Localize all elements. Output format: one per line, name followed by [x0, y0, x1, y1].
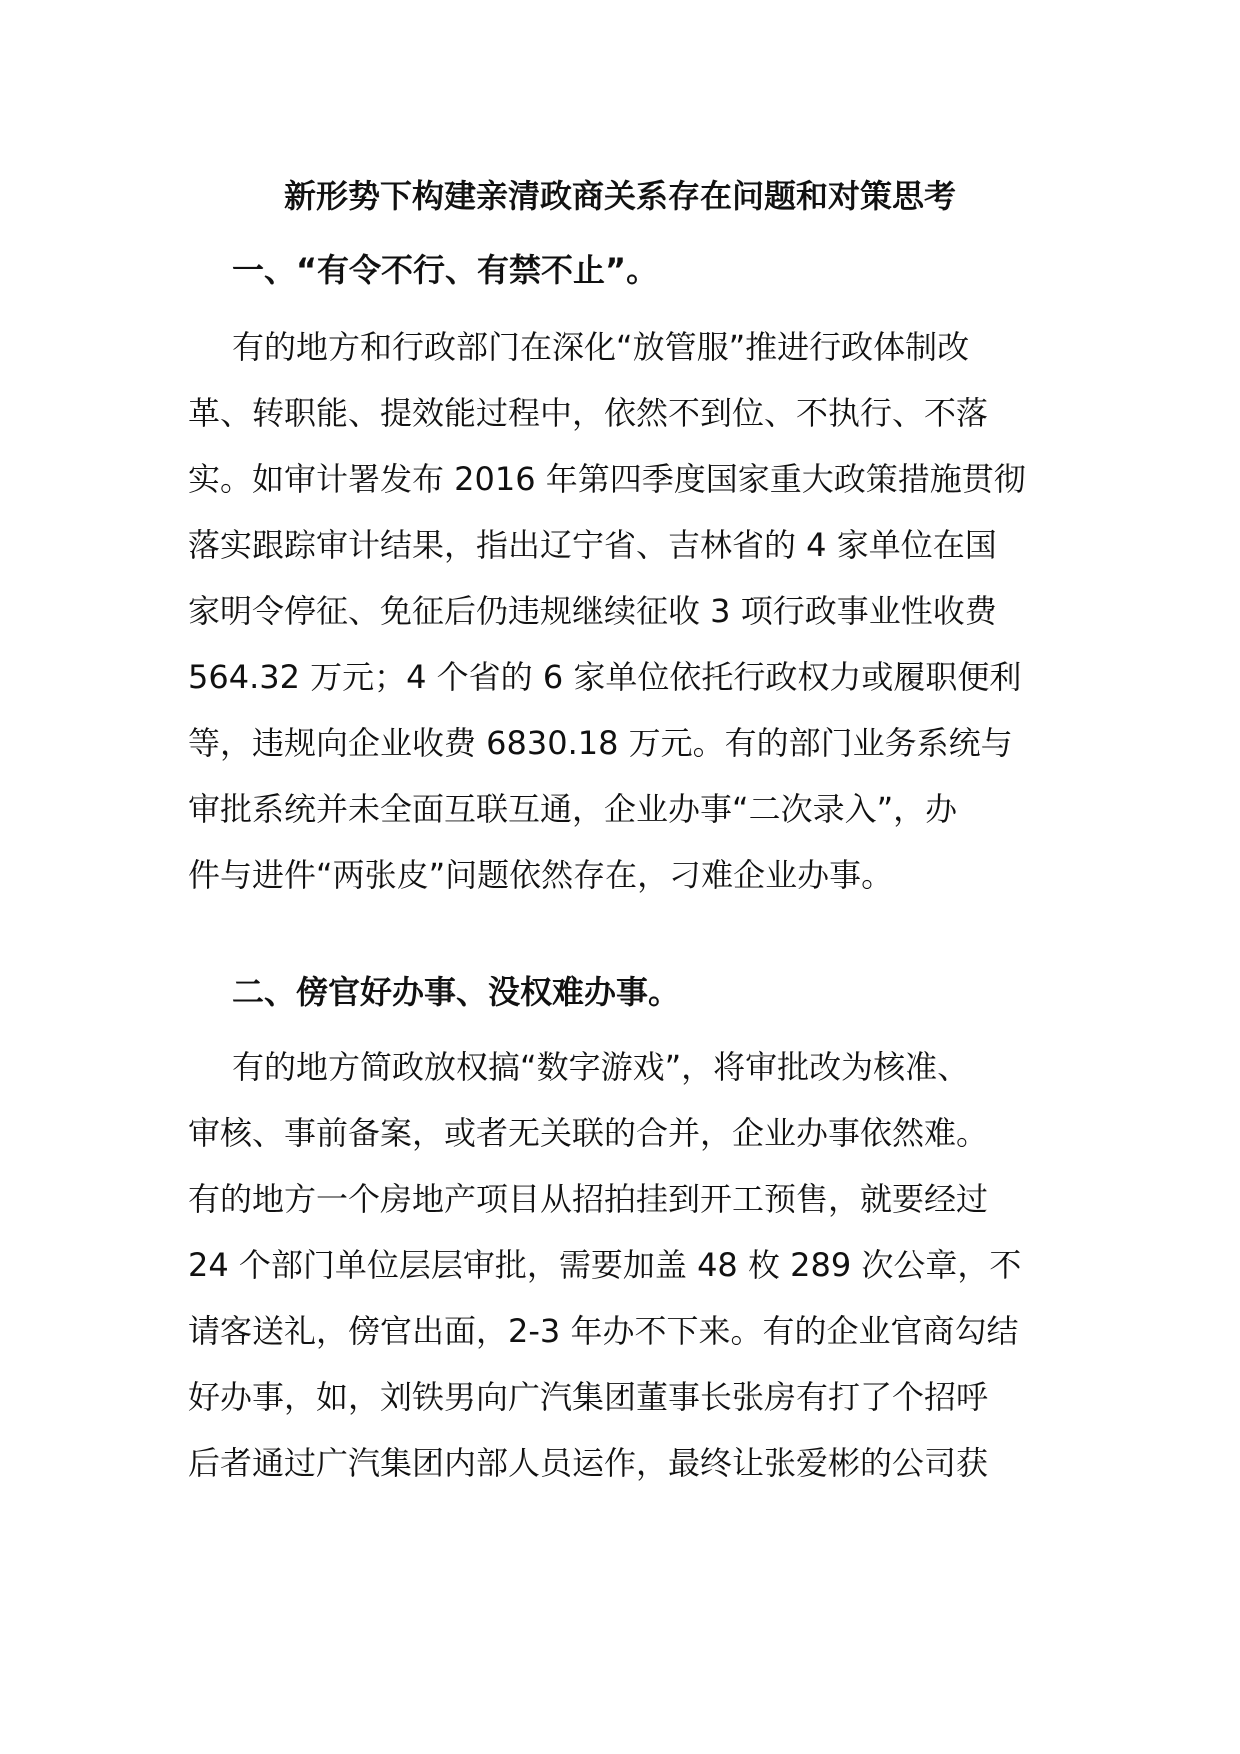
paragraph-line: 有的地方简政放权搞“数字游戏”，将审批改为核准、: [232, 1048, 970, 1086]
paragraph-line: 落实跟踪审计结果，指出辽宁省、吉林省的 4 家单位在国: [188, 526, 997, 564]
paragraph-line: 好办事，如，刘铁男向广汽集团董事长张房有打了个招呼: [188, 1378, 989, 1416]
paragraph-line: 有的地方和行政部门在深化“放管服”推进行政体制改: [232, 328, 970, 366]
section-paragraph-2: [188, 1034, 1068, 1496]
paragraph-line: 24 个部门单位层层审批，需要加盖 48 枚 289 次公章，不: [188, 1246, 1022, 1284]
document-title: 新形势下构建亲清政商关系存在问题和对策思考: [283, 177, 956, 215]
paragraph-line: 实。如审计署发布 2016 年第四季度国家重大政策措施贯彻: [188, 460, 1026, 498]
paragraph-line: 审批系统并未全面互联互通，企业办事“二次录入”，办: [188, 790, 958, 828]
paragraph-line: 请客送礼，傍官出面，2-3 年办不下来。有的企业官商勾结: [188, 1312, 1019, 1350]
paragraph-line: 革、转职能、提效能过程中，依然不到位、不执行、不落: [188, 394, 989, 432]
paragraph-line: 后者通过广汽集团内部人员运作，最终让张爱彬的公司获: [188, 1444, 989, 1482]
paragraph-line: 件与进件“两张皮”问题依然存在，刁难企业办事。: [188, 856, 894, 894]
paragraph-line: 有的地方一个房地产项目从招拍挂到开工预售，就要经过: [188, 1180, 989, 1218]
section-heading-2: 二、傍官好办事、没权难办事。: [232, 973, 681, 1011]
paragraph-line: 家明令停征、免征后仍违规继续征收 3 项行政事业性收费: [188, 592, 997, 630]
paragraph-line: 等，违规向企业收费 6830.18 万元。有的部门业务系统与: [188, 724, 1013, 762]
section-paragraph-1: [188, 314, 1068, 908]
section-heading-1: 一、“有令不行、有禁不止”。: [232, 251, 659, 289]
paragraph-line: 564.32 万元；4 个省的 6 家单位依托行政权力或履职便利: [188, 658, 1022, 696]
paragraph-line: 审核、事前备案，或者无关联的合并，企业办事依然难。: [188, 1114, 989, 1152]
